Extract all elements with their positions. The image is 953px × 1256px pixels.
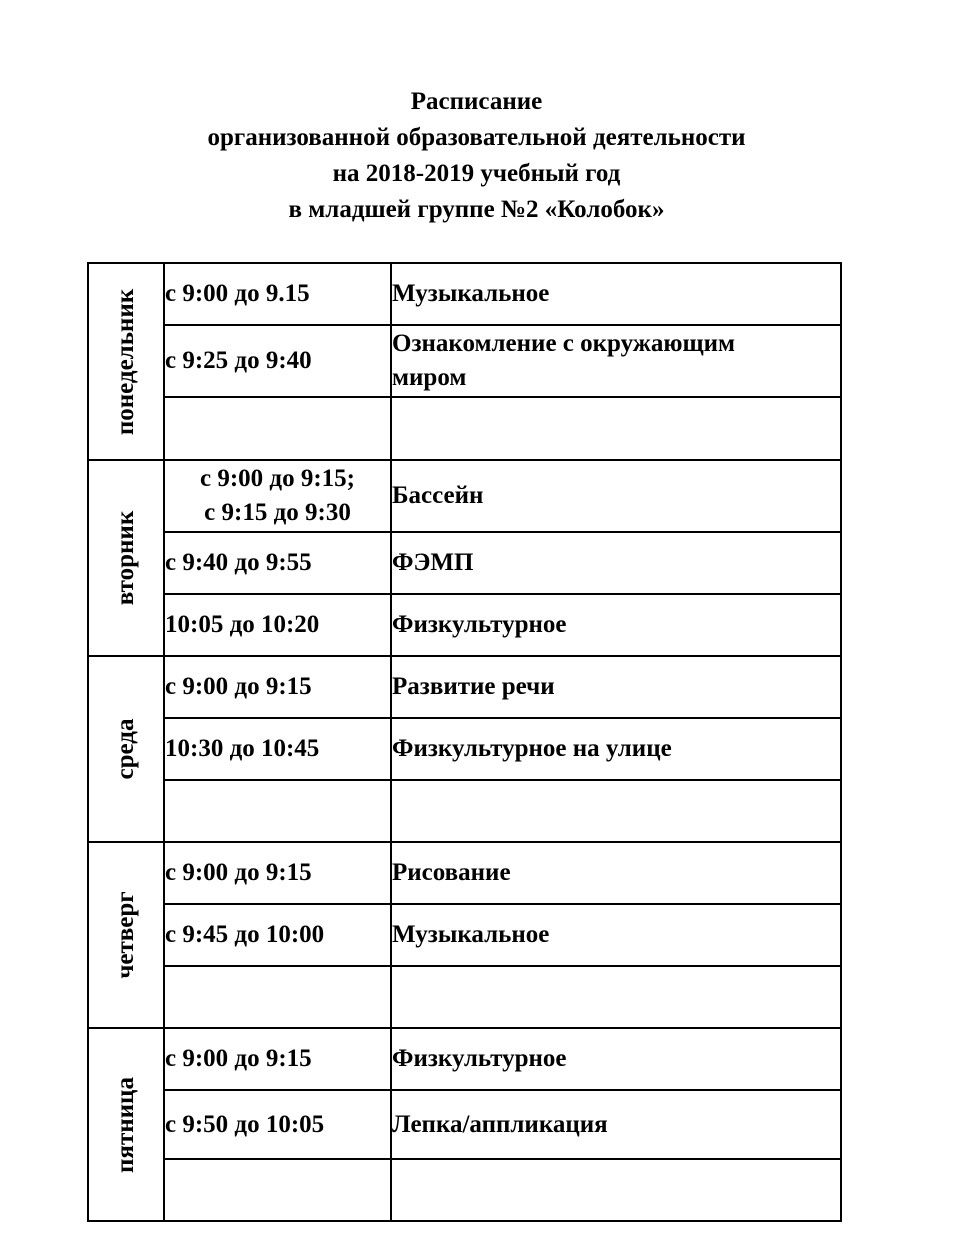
- time-cell: [164, 966, 391, 1028]
- time-cell: [164, 1159, 391, 1221]
- time-line: с 9:00 до 9:15;: [200, 465, 355, 492]
- day-cell-friday: [88, 1028, 164, 1221]
- time-cell: [164, 460, 391, 532]
- time-cell: с 9:00 до 9:15: [164, 1028, 391, 1090]
- activity-cell: ФЭМП: [391, 532, 841, 594]
- day-label-wednesday: среда: [112, 718, 139, 780]
- day-cell-monday: [88, 263, 164, 460]
- day-label-friday: пятница: [112, 1076, 139, 1173]
- time-cell: с 9:00 до 9.15: [164, 263, 391, 325]
- time-cell: 10:05 до 10:20: [164, 594, 391, 656]
- document-title: [0, 84, 953, 228]
- table-row: [88, 263, 841, 325]
- table-row: [88, 656, 841, 718]
- activity-cell: [391, 780, 841, 842]
- activity-cell: Физкультурное на улице: [391, 718, 841, 780]
- time-cell: 10:30 до 10:45: [164, 718, 391, 780]
- activity-cell: [391, 325, 841, 397]
- time-cell: [164, 397, 391, 460]
- day-cell-wednesday: [88, 656, 164, 842]
- time-cell: с 9:25 до 9:40: [164, 325, 391, 397]
- day-label-tuesday: вторник: [112, 510, 139, 606]
- table-row: [88, 1159, 841, 1221]
- activity-cell: Физкультурное: [391, 1028, 841, 1090]
- day-label-thursday: четверг: [112, 891, 139, 979]
- table-row: [88, 460, 841, 532]
- time-cell: с 9:50 до 10:05: [164, 1090, 391, 1159]
- activity-line: Ознакомление с окружающим: [392, 330, 736, 357]
- day-label-monday: понедельник: [112, 288, 139, 435]
- activity-cell: Физкультурное: [391, 594, 841, 656]
- table-row: [88, 1090, 841, 1159]
- time-cell: с 9:40 до 9:55: [164, 532, 391, 594]
- time-cell: с 9:00 до 9:15: [164, 842, 391, 904]
- activity-line: миром: [392, 364, 467, 391]
- title-line-1: Расписание: [410, 88, 543, 115]
- table-row: [88, 594, 841, 656]
- activity-cell: Развитие речи: [391, 656, 841, 718]
- activity-cell: Лепка/аппликация: [391, 1090, 841, 1159]
- title-line-2: организованной образовательной деятельности: [207, 124, 746, 151]
- table-row: [88, 325, 841, 397]
- time-line: с 9:15 до 9:30: [204, 499, 351, 526]
- table-row: [88, 780, 841, 842]
- activity-cell: [391, 966, 841, 1028]
- time-cell: с 9:45 до 10:00: [164, 904, 391, 966]
- activity-cell: Бассейн: [391, 460, 841, 532]
- table-row: [88, 532, 841, 594]
- time-cell: [164, 780, 391, 842]
- time-cell: с 9:00 до 9:15: [164, 656, 391, 718]
- table-row: [88, 966, 841, 1028]
- table-row: [88, 904, 841, 966]
- table-row: [88, 397, 841, 460]
- activity-cell: Музыкальное: [391, 263, 841, 325]
- activity-cell: [391, 1159, 841, 1221]
- day-cell-thursday: [88, 842, 164, 1028]
- table-row: [88, 842, 841, 904]
- table-row: [88, 718, 841, 780]
- activity-cell: Рисование: [391, 842, 841, 904]
- table-row: [88, 1028, 841, 1090]
- title-line-3: на 2018-2019 учебный год: [332, 160, 621, 187]
- schedule-table: [87, 262, 842, 1222]
- day-cell-tuesday: [88, 460, 164, 656]
- activity-cell: Музыкальное: [391, 904, 841, 966]
- title-line-4: в младшей группе №2 «Колобок»: [288, 196, 665, 223]
- activity-cell: [391, 397, 841, 460]
